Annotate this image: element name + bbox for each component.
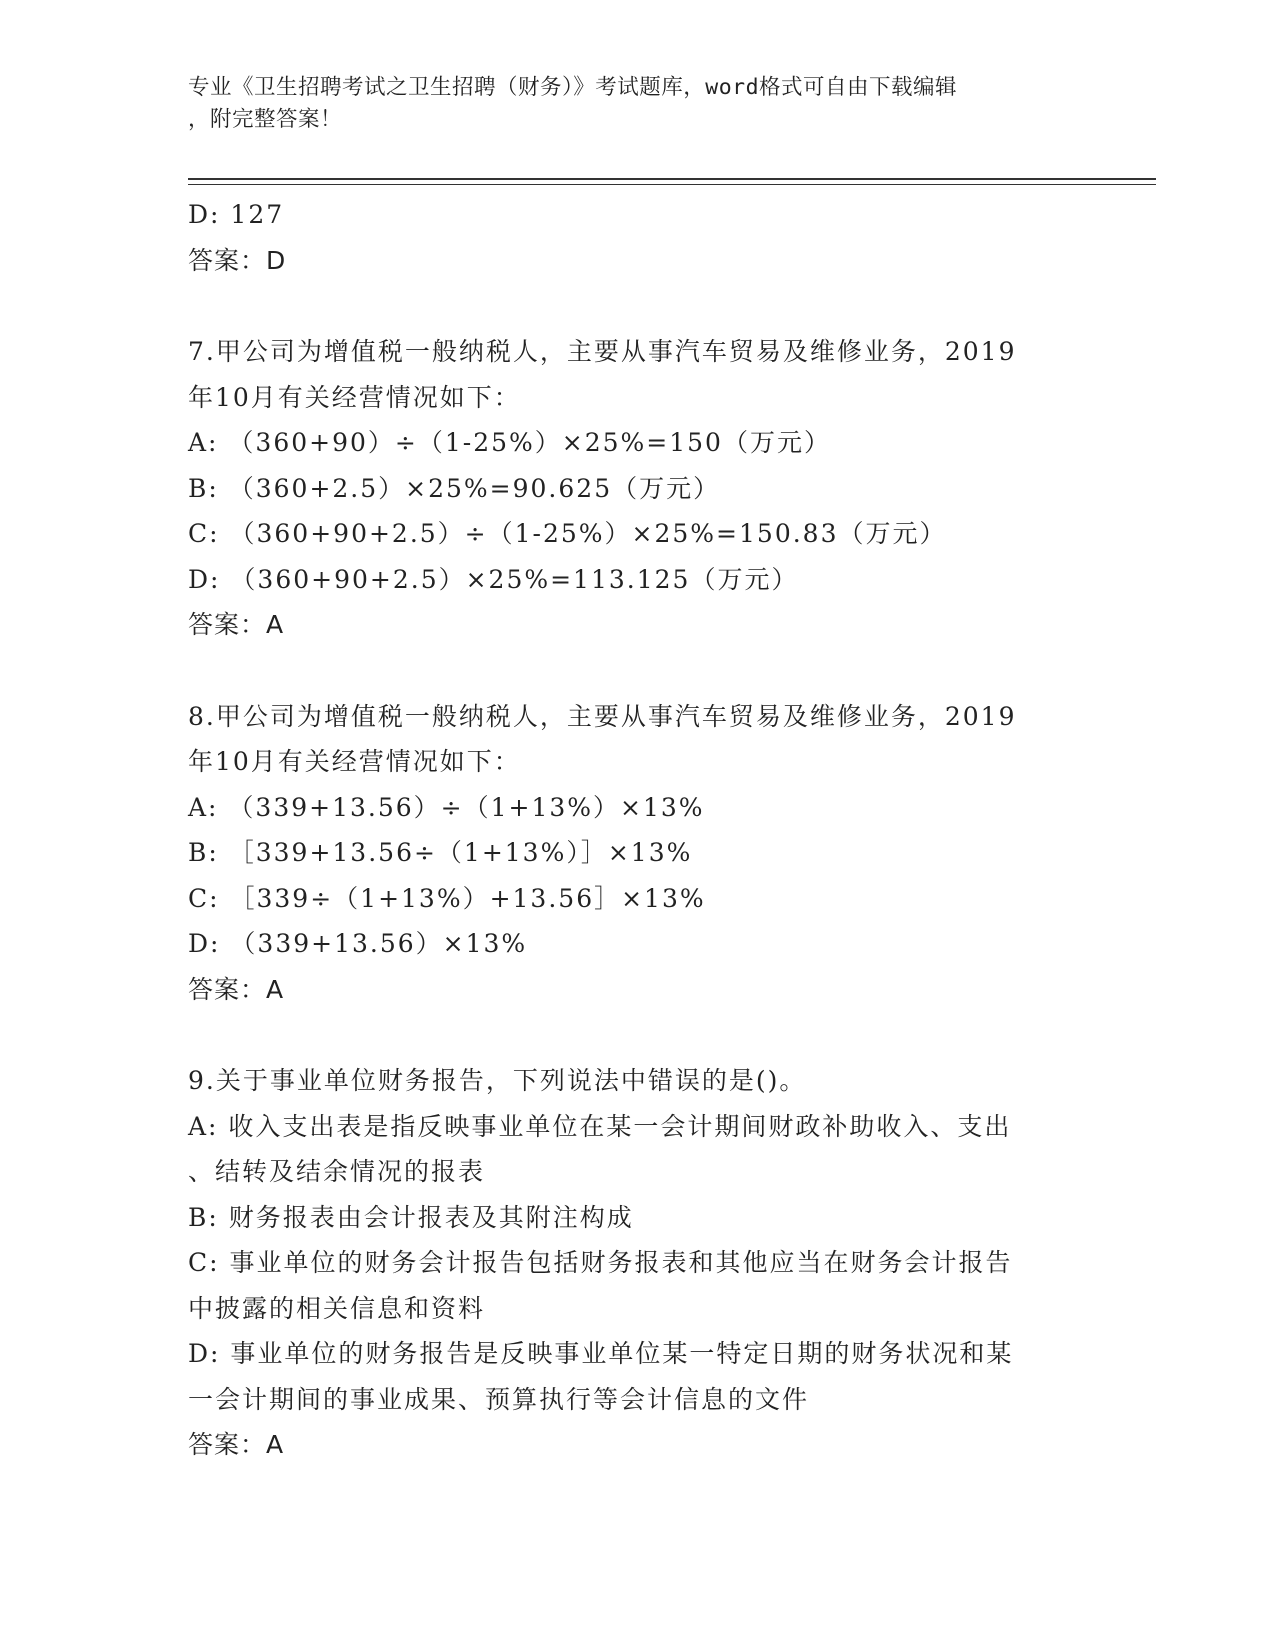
option-d: D: （339+13.56）×13% — [188, 929, 528, 958]
option-d: D: 127 — [188, 200, 285, 229]
option-d: D: （360+90+2.5）×25%=113.125（万元） — [188, 564, 799, 594]
question-stem: 9.关于事业单位财务报告，下列说法中错误的是()。 — [188, 1066, 807, 1095]
answer-line: 答案：A — [188, 974, 285, 1004]
question-9 — [188, 1058, 1088, 1468]
option-a: A: （360+90）÷（1-25%）×25%=150（万元） — [188, 428, 831, 457]
header-line-1: 专业《卫生招聘考试之卫生招聘（财务）》考试题库，word格式可自由下载编辑 — [188, 75, 958, 100]
option-a: A: （339+13.56）÷（1+13%）×13% — [188, 792, 705, 822]
document-header — [188, 72, 1068, 136]
option-b: B: ［339+13.56÷（1+13%）］×13% — [188, 838, 693, 867]
option-c-cont: 中披露的相关信息和资料 — [188, 1293, 486, 1323]
option-b: B: 财务报表由会计报表及其附注构成 — [188, 1202, 634, 1232]
question-stem-cont: 年10月有关经营情况如下： — [188, 382, 521, 412]
header-divider-thick — [188, 178, 1156, 180]
question-stem: 7.甲公司为增值税一般纳税人，主要从事汽车贸易及维修业务，2019 — [188, 337, 1017, 366]
question-7 — [188, 329, 1088, 648]
option-c: C: （360+90+2.5）÷（1-25%）×25%=150.83（万元） — [188, 519, 947, 548]
question-list — [188, 192, 1088, 1468]
option-d: D: 事业单位的财务报告是反映事业单位某一特定日期的财务状况和某 — [188, 1339, 1014, 1368]
question-stem-cont: 年10月有关经营情况如下： — [188, 747, 521, 776]
header-divider-thin — [188, 184, 1156, 185]
option-b: B: （360+2.5）×25%=90.625（万元） — [188, 473, 721, 503]
answer-line: 答案：D — [188, 245, 287, 275]
answer-line: 答案：A — [188, 610, 285, 639]
question-8 — [188, 694, 1088, 1013]
option-a: A: 收入支出表是指反映事业单位在某一会计期间财政补助收入、支出 — [188, 1111, 1012, 1141]
question-stem: 8.甲公司为增值税一般纳税人，主要从事汽车贸易及维修业务，2019 — [188, 701, 1017, 731]
previous-question-tail — [188, 192, 1088, 283]
option-d-cont: 一会计期间的事业成果、预算执行等会计信息的文件 — [188, 1384, 810, 1414]
option-a-cont: 、结转及结余情况的报表 — [188, 1157, 486, 1186]
option-c: C: ［339÷（1+13%）+13.56］×13% — [188, 883, 706, 913]
option-c: C: 事业单位的财务会计报告包括财务报表和其他应当在财务会计报告 — [188, 1248, 1013, 1277]
header-line-2: ，附完整答案！ — [188, 107, 343, 132]
answer-line: 答案：A — [188, 1430, 285, 1459]
